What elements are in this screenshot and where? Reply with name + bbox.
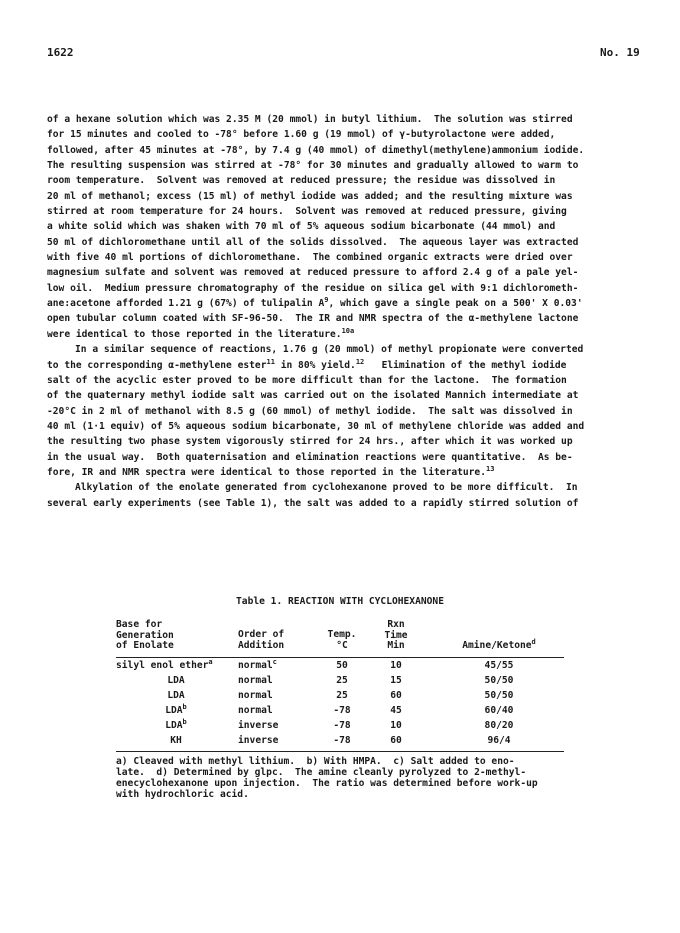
table-row	[116, 688, 564, 703]
line-text: were identical to those reported in the literature.	[47, 328, 342, 340]
body-line: -20°C in 2 ml of methanol with 8.5 g (60 mmol) of methyl iodide. The salt was dissolved in	[47, 405, 573, 417]
body-line: low oil. Medium pressure chromatography of the residue on silica gel with 9:1 dichlorometh-	[47, 282, 579, 294]
body-text	[47, 112, 647, 511]
body-line-with-ref	[47, 296, 647, 311]
reference-superscript: 10a	[341, 326, 355, 335]
line-text-part: in 80% yield.	[274, 359, 356, 371]
header-ratio-cell	[434, 638, 564, 652]
reaction-table	[116, 618, 564, 800]
cell-order	[238, 705, 310, 716]
body-line: for 15 minutes and cooled to -78° before 1.60 g (19 mmol) of γ-butyrolactone were added,	[47, 129, 556, 141]
table-row	[116, 733, 564, 748]
cell-base	[116, 705, 236, 716]
cell-ratio-text: 50/50	[484, 690, 514, 701]
paragraph-start: In a similar sequence of reactions, 1.76 g (20 mmol) of methyl propionate were converted	[75, 344, 584, 356]
cell-base-text: LDA	[167, 675, 185, 686]
body-line: The resulting suspension was stirred at -78° for 30 minutes and gradually allowed to warm to	[47, 160, 579, 172]
cell-order	[238, 675, 310, 686]
cell-time-text: 45	[390, 705, 402, 716]
cell-order-text: normal	[238, 660, 273, 671]
cell-time	[372, 675, 420, 686]
cell-temp-text: 25	[336, 690, 348, 701]
table-body	[116, 658, 564, 748]
header-temp: Temp. °C	[327, 629, 357, 651]
cell-ratio	[434, 690, 564, 701]
cell-temp-text: -78	[333, 705, 351, 716]
cell-ratio-text: 45/55	[484, 660, 514, 671]
reference-superscript: 13	[485, 464, 495, 473]
cell-ratio-text: 50/50	[484, 675, 514, 686]
cell-ratio-text: 96/4	[487, 735, 511, 746]
cell-time	[372, 660, 420, 671]
cell-base	[116, 690, 236, 701]
cell-base	[116, 660, 236, 671]
header-ratio: Amine/Ketone	[462, 640, 532, 651]
cell-temp	[316, 720, 368, 731]
cell-order-text: normal	[238, 675, 273, 686]
cell-temp	[316, 660, 368, 671]
cell-temp	[316, 675, 368, 686]
footnote-marker: b	[182, 718, 187, 726]
body-line: of the quaternary methyl iodide salt was carried out on the isolated Mannich intermediate at	[47, 390, 579, 402]
header-base: Base for Generation of Enolate	[116, 619, 174, 651]
footnote-marker: b	[182, 703, 187, 711]
cell-temp-text: 50	[336, 660, 348, 671]
table-row	[116, 703, 564, 718]
cell-time-text: 60	[390, 690, 402, 701]
cell-ratio	[434, 660, 564, 671]
issue-number: No. 19	[600, 46, 640, 59]
table-caption: Table 1. REACTION WITH CYCLOHEXANONE	[236, 596, 444, 607]
body-line: magnesium sulfate and solvent was removed at reduced pressure to afford 2.4 g of a pale yel-	[47, 267, 579, 279]
cell-base-text: KH	[170, 735, 182, 746]
cell-time-text: 60	[390, 735, 402, 746]
cell-time-text: 10	[390, 720, 402, 731]
footnote-line: enecyclohexanone upon injection. The ratio was determined before work-up	[116, 778, 538, 789]
cell-base-text: LDA	[167, 690, 185, 701]
footnote-line: a) Cleaved with methyl lithium. b) With HMPA. c) Salt added to eno-	[116, 756, 515, 767]
body-line: in the usual way. Both quaternisation and elimination reactions were quantitative. As be-	[47, 451, 573, 463]
cell-temp	[316, 735, 368, 746]
body-line: 50 ml of dichloromethane until all of the solids dissolved. The aqueous layer was extracted	[47, 236, 579, 248]
header-time: Rxn Time Min	[384, 619, 408, 651]
cell-time	[372, 735, 420, 746]
footnote-marker: c	[272, 658, 277, 666]
page-number: 1622	[47, 46, 74, 59]
reference-superscript: 12	[355, 357, 365, 366]
cell-base	[116, 735, 236, 746]
body-line: of a hexane solution which was 2.35 M (20 mmol) in butyl lithium. The solution was stirred	[47, 114, 573, 125]
body-line: 40 ml (1·1 equiv) of 5% aqueous sodium bicarbonate, 30 ml of methylene chloride was added and	[47, 420, 585, 432]
line-text-part: ane:acetone afforded 1.21 g (67%) of tulipalin A	[47, 298, 325, 310]
table-row	[116, 673, 564, 688]
cell-ratio	[434, 720, 564, 731]
line-text: fore, IR and NMR spectra were identical to those reported in the literature.	[47, 466, 486, 478]
cell-base	[116, 720, 236, 731]
cell-temp-text: 25	[336, 675, 348, 686]
line-text-part: , which gave a single peak on a 500' X 0.03'	[328, 298, 583, 310]
reference-superscript: 9	[324, 296, 329, 305]
line-text: to the corresponding α-methylene ester	[47, 359, 267, 371]
body-line: open tubular column coated with SF-96-50. The IR and NMR spectra of the α-methylene lactone	[47, 313, 579, 325]
cell-ratio-text: 80/20	[484, 720, 514, 731]
table-header	[116, 618, 564, 658]
body-line-with-ref	[47, 358, 647, 373]
cell-ratio	[434, 675, 564, 686]
cell-temp-text: -78	[333, 720, 351, 731]
cell-order	[238, 690, 310, 701]
body-line: stirred at room temperature for 24 hours. Solvent was removed at reduced pressure, giving	[47, 206, 567, 218]
footnote-line: with hydrochloric acid.	[116, 789, 249, 800]
cell-order-text: normal	[238, 705, 273, 716]
paragraph-start: Alkylation of the enolate generated from cyclohexanone proved to be more difficult. In	[75, 482, 578, 494]
table-footnotes	[116, 752, 564, 800]
body-line: followed, after 45 minutes at -78°, by 7.4 g (40 mmol) of dimethyl(methylene)ammonium iodide.	[47, 144, 585, 156]
cell-order	[238, 720, 310, 731]
body-line: room temperature. Solvent was removed at reduced pressure; the residue was dissolved in	[47, 175, 556, 187]
table-row	[116, 658, 564, 673]
body-line: salt of the acyclic ester proved to be more difficult than for the lactone. The formation	[47, 374, 567, 386]
cell-temp	[316, 690, 368, 701]
line-text-part: Elimination of the methyl iodide	[364, 359, 567, 371]
cell-order-text: inverse	[238, 735, 279, 746]
footnote-marker: a	[208, 658, 213, 666]
footnote-marker: d	[531, 638, 536, 646]
cell-base-text: LDA	[165, 720, 183, 731]
cell-time-text: 15	[390, 675, 402, 686]
cell-temp	[316, 705, 368, 716]
reference-superscript: 11	[266, 357, 275, 366]
body-line: the resulting two phase system vigorously stirred for 24 hrs., after which it was worked up	[47, 436, 573, 448]
body-line-with-ref	[47, 327, 647, 342]
cell-time	[372, 690, 420, 701]
cell-order	[238, 660, 310, 671]
body-line: with five 40 ml portions of dichloromethane. The combined organic extracts were dried over	[47, 252, 573, 264]
header-order: Order of Addition	[238, 629, 285, 651]
cell-time-text: 10	[390, 660, 402, 671]
table-row	[116, 718, 564, 733]
cell-time	[372, 720, 420, 731]
body-line: several early experiments (see Table 1), the salt was added to a rapidly stirred solution of	[47, 497, 579, 509]
cell-base-text: LDA	[165, 705, 183, 716]
cell-base-text: silyl enol ether	[116, 660, 209, 671]
cell-ratio	[434, 705, 564, 716]
body-line: a white solid which was shaken with 70 ml of 5% aqueous sodium bicarbonate (44 mmol) and	[47, 221, 556, 233]
cell-ratio-text: 60/40	[484, 705, 514, 716]
footnote-line: late. d) Determined by glpc. The amine cleanly pyrolyzed to 2-methyl-	[116, 767, 527, 778]
cell-order	[238, 735, 310, 746]
cell-time	[372, 705, 420, 716]
cell-ratio	[434, 735, 564, 746]
cell-order-text: inverse	[238, 720, 279, 731]
body-line-with-ref	[47, 465, 647, 480]
cell-base	[116, 675, 236, 686]
cell-temp-text: -78	[333, 735, 351, 746]
cell-order-text: normal	[238, 690, 273, 701]
body-line: 20 ml of methanol; excess (15 ml) of methyl iodide was added; and the resulting mixture was	[47, 190, 573, 202]
